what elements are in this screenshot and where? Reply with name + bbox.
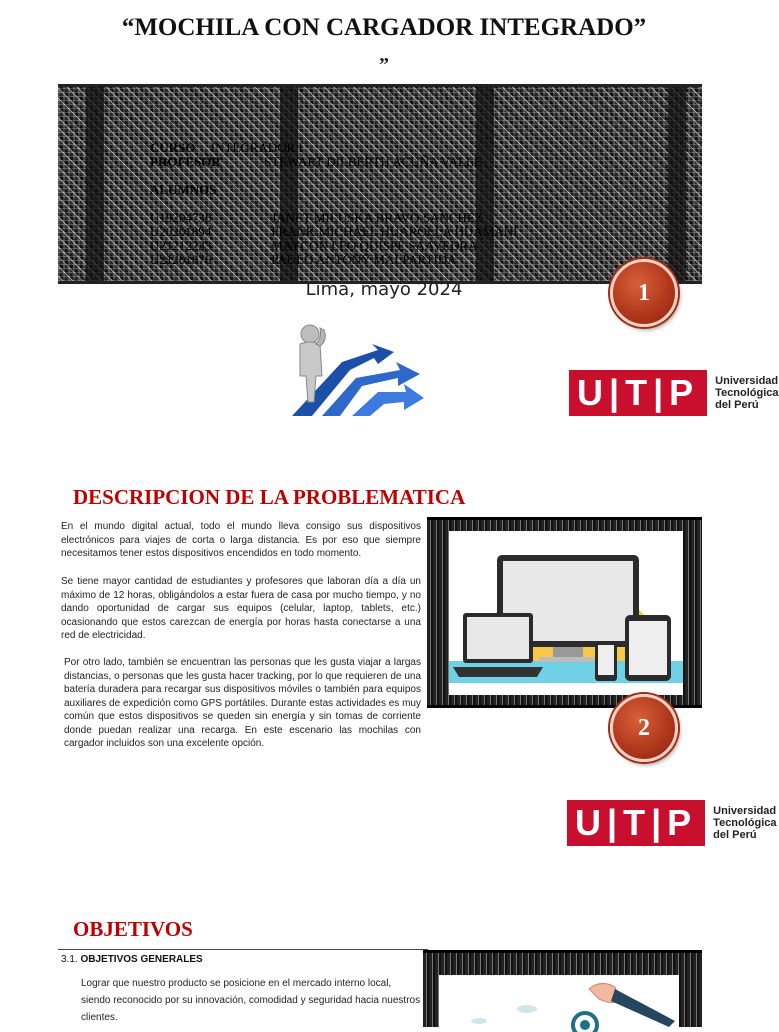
- date-line: Lima, mayo 2024: [305, 279, 463, 300]
- objectives-subheading: [61, 954, 203, 965]
- section-divider: [58, 949, 428, 950]
- student-code: U20201894: [150, 224, 212, 239]
- utp-name-line: Universidad: [713, 805, 777, 817]
- student-name: FRANK MICHAEL HUAROLLA HUAMANÍ: [271, 224, 518, 239]
- utp-name-line: Tecnológica: [715, 387, 779, 399]
- devices-illustration: [449, 531, 683, 695]
- student-code: U21201876: [150, 252, 212, 267]
- utp-letter-u: U: [575, 802, 607, 843]
- devices-illustration-frame: [427, 517, 702, 708]
- target-hand-illustration: [439, 975, 679, 1027]
- document-title: “MOCHILA CON CARGADOR INTEGRADO”: [121, 14, 647, 41]
- problem-paragraph: Se tiene mayor cantidad de estudiantes y profesores que laboran día a día un máximo de 12 horas, obligándolos a estar fuera de casa por mucho tiempo, y no dando oportunidad de cargar sus equipos (celular, laptop, tablets, etc.) ocasionando que estos carezcan de energía por horas hasta conectarse a una red de electricidad.: [61, 576, 421, 641]
- utp-name-line: Universidad: [715, 375, 779, 387]
- subheading-text: OBJETIVOS GENERALES: [80, 954, 203, 965]
- utp-name-line: del Perú: [713, 829, 757, 841]
- utp-logo-mark: U|T|P: [567, 800, 705, 846]
- student-row: [150, 211, 483, 225]
- utp-letter-t: T: [623, 802, 652, 843]
- problem-paragraph: En el mundo digital actual, todo el mundo lleva consigo sus dispositivos electrónicos para viajes de corta o larga distancia. Es por eso que siempre necesitamos tener estos dispositivos encendidos en todo momento.: [61, 521, 421, 559]
- student-row: [150, 253, 457, 267]
- student-name: MAYCON LEO QUISPE SAAVEDRA: [271, 238, 478, 253]
- utp-logo-mark: U|T|P: [569, 370, 707, 416]
- utp-letter-u: U: [577, 372, 609, 413]
- student-name: JANET MILUSKA BRAVO SANCHEZ: [271, 210, 483, 225]
- problem-section-title: DESCRIPCION DE LA PROBLEMATICA: [73, 485, 466, 509]
- problem-paragraph: Por otro lado, también se encuentran las personas que les gusta viajar a largas distancias, o personas que les gusta hacer tracking, por lo que requieren de una batería duradera para recargar sus dispositivos móviles o también para equipos auxiliares de expedición como GPS portátiles. Durante estas actividades es muy común que estos dispositivos se queden sin energía y sin tomas de corriente donde puedan realizar una recarga. En este escenario las mochilas con cargador incluidos son una excelente opción.: [64, 657, 421, 749]
- closing-quote-mark: ”: [379, 54, 389, 76]
- thinking-figure-arrows-illustration: [282, 322, 424, 416]
- page-number-badge: 1: [610, 259, 678, 327]
- utp-name-line: Tecnológica: [713, 817, 777, 829]
- curso-label: CURSO: [150, 140, 196, 155]
- curso-value: INTEGRADOR I: [210, 140, 303, 155]
- profesor-label: PROFESOR: [150, 154, 221, 169]
- utp-letter-p: P: [667, 802, 698, 843]
- utp-name: [713, 805, 776, 841]
- student-row: [150, 225, 517, 239]
- alumnos-label: ALUMNOS: [150, 182, 217, 197]
- objectives-section-title: OBJETIVOS: [73, 917, 193, 941]
- profesor-value: STEWART DILBERTH ACUÑA VALLE: [264, 154, 482, 169]
- page-number-badge: 2: [610, 694, 678, 762]
- utp-logo: [569, 370, 779, 416]
- course-info-panel: [58, 84, 702, 284]
- utp-logo: [567, 800, 777, 846]
- student-name: PAULO ANTONY MALPARTIDA: [271, 252, 457, 267]
- student-code: U21212233: [150, 238, 212, 253]
- utp-name: [715, 375, 778, 411]
- utp-letter-p: P: [669, 372, 700, 413]
- utp-name-line: del Perú: [715, 399, 759, 411]
- utp-letter-t: T: [625, 372, 654, 413]
- student-row: [150, 239, 477, 253]
- objectives-text: Lograr que nuestro producto se posicione en el mercado interno local, siendo reconocido por su innovación, comodidad y seguridad hacia nuestros clientes.: [81, 978, 421, 1023]
- subheading-number: 3.1.: [61, 954, 78, 965]
- target-illustration-frame: [423, 950, 702, 1027]
- student-code: U19204738: [150, 210, 212, 225]
